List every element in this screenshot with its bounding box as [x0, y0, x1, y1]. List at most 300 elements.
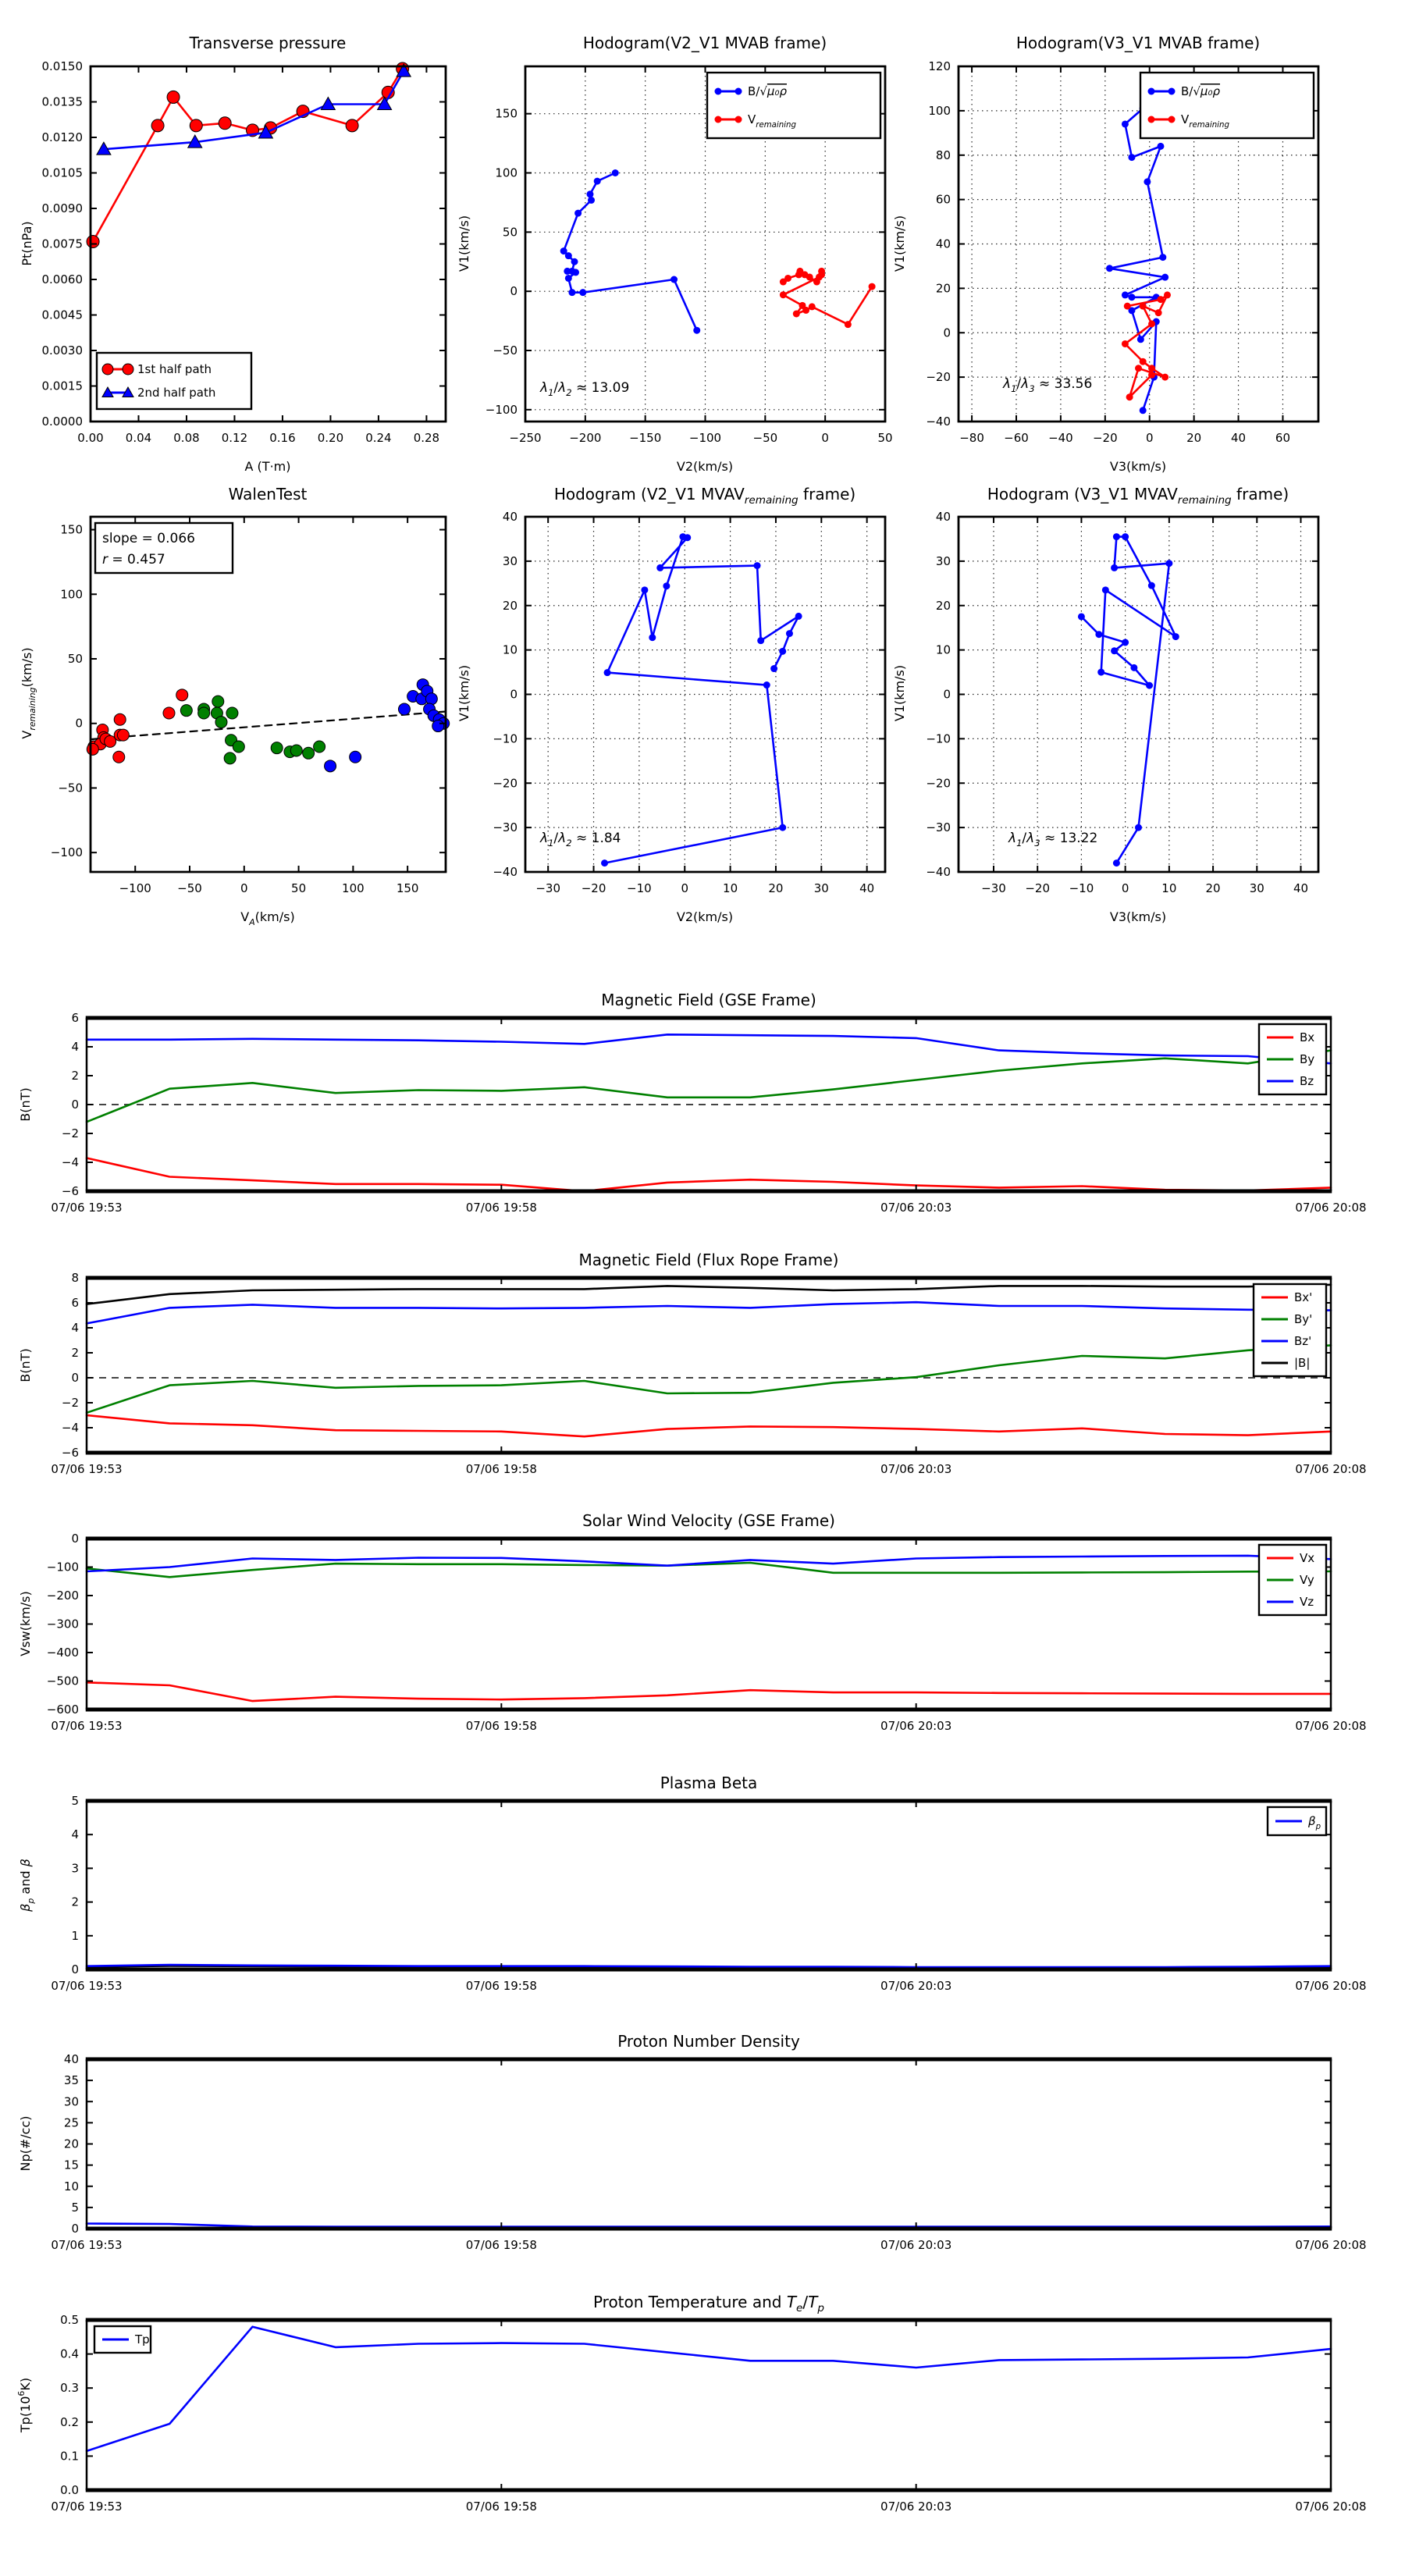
- y-tick-label: 60: [935, 192, 951, 207]
- data-point: [670, 276, 678, 283]
- x-tick-label: 07/06 19:53: [51, 1201, 123, 1215]
- legend-label: Bx': [1294, 1290, 1313, 1304]
- axis-ticks: [51, 2313, 1366, 2514]
- data-point: [1148, 116, 1155, 123]
- data-point: [1161, 274, 1168, 281]
- panel-solar-wind-velocity: [18, 1511, 1367, 1733]
- x-tick-label: 07/06 20:08: [1295, 2238, 1367, 2252]
- data-point: [1146, 682, 1153, 689]
- y-tick-label: 0.0000: [41, 415, 83, 429]
- x-tick-label: 0: [821, 431, 829, 445]
- legend-label: $V_{remaining}$: [748, 112, 796, 130]
- x-axis-label: V3(km/s): [1109, 459, 1167, 474]
- y-axis-label: $Tp(10^6K)$: [16, 2377, 33, 2433]
- y-tick-label: −600: [46, 1703, 79, 1717]
- x-tick-label: 40: [859, 881, 875, 895]
- x-tick-label: −20: [1092, 431, 1118, 445]
- y-tick-label: 0: [71, 1532, 79, 1546]
- y-tick-label: 6: [71, 1296, 79, 1310]
- data-point: [735, 88, 742, 95]
- data-point: [579, 289, 586, 296]
- data-point: [350, 751, 361, 763]
- y-tick-label: 50: [67, 652, 83, 666]
- panel-title: Proton Temperature and $T_e/T_p$: [592, 2293, 825, 2314]
- y-axis-label: V1(km/s): [457, 215, 471, 272]
- data-point: [656, 564, 663, 571]
- data-point: [180, 705, 192, 717]
- y-tick-label: 10: [502, 642, 518, 657]
- y-tick-label: 0.0015: [41, 379, 83, 393]
- axes-spines: [86, 1801, 1332, 1969]
- y-tick-label: 0: [943, 326, 951, 340]
- x-tick-label: 07/06 19:53: [51, 2500, 123, 2514]
- x-axis-label: V2(km/s): [676, 909, 734, 924]
- data-point: [1161, 374, 1168, 381]
- data-point: [568, 289, 575, 296]
- data-point: [151, 119, 164, 132]
- x-tick-label: 07/06 19:53: [51, 2238, 123, 2252]
- y-tick-label: −200: [46, 1589, 79, 1603]
- data-point: [795, 271, 802, 278]
- y-tick-label: 30: [935, 553, 951, 568]
- data-point: [1165, 560, 1172, 567]
- data-point: [432, 720, 444, 732]
- y-axis-label: B(nT): [18, 1087, 33, 1122]
- x-tick-label: 0.08: [173, 431, 200, 445]
- y-tick-label: 4: [71, 1321, 79, 1335]
- x-tick-label: 07/06 19:58: [465, 2238, 537, 2252]
- x-tick-label: 07/06 20:08: [1295, 1201, 1367, 1215]
- y-tick-label: 3: [71, 1861, 79, 1876]
- data-point: [715, 116, 722, 123]
- data-point: [779, 648, 786, 655]
- x-tick-label: 07/06 20:03: [880, 1719, 952, 1733]
- x-tick-label: 0: [240, 881, 248, 895]
- y-tick-label: 0.2: [60, 2414, 79, 2429]
- series-By: [87, 1051, 1331, 1123]
- data-point: [87, 235, 99, 247]
- data-point: [113, 751, 125, 763]
- panel-title: Hodogram(V2_V1 MVAB frame): [582, 34, 827, 52]
- data-point: [1111, 564, 1118, 571]
- x-tick-label: −10: [627, 881, 652, 895]
- data-point: [1157, 296, 1164, 303]
- legend: [1140, 73, 1314, 138]
- panel-title: Magnetic Field (Flux Rope Frame): [578, 1251, 839, 1269]
- y-axis-label: V1(km/s): [892, 664, 907, 722]
- x-tick-label: −40: [1048, 431, 1073, 445]
- legend-label: Bz': [1294, 1334, 1312, 1348]
- y-tick-label: −40: [493, 865, 518, 879]
- y-tick-label: −4: [61, 1421, 79, 1435]
- x-tick-label: 50: [877, 431, 893, 445]
- data-point: [1095, 631, 1102, 638]
- data-point: [795, 613, 802, 620]
- y-tick-label: −400: [46, 1646, 79, 1660]
- x-tick-label: 07/06 20:03: [880, 2238, 952, 2252]
- data-point: [1106, 265, 1113, 272]
- y-tick-label: 100: [495, 165, 518, 180]
- panel-hodogram-v2v1-mvav: [457, 485, 886, 924]
- x-axis-label: A (T·m): [244, 459, 291, 474]
- data-point: [1126, 393, 1133, 400]
- data-point: [215, 717, 227, 728]
- x-tick-label: 07/06 20:08: [1295, 1719, 1367, 1733]
- data-point: [425, 693, 437, 705]
- data-point: [198, 707, 210, 719]
- data-point: [224, 753, 236, 764]
- axes-spines: [86, 2320, 1332, 2490]
- data-point: [398, 703, 410, 715]
- data-point: [869, 283, 876, 290]
- x-tick-label: 0.16: [269, 431, 296, 445]
- legend-label: Vx: [1300, 1551, 1315, 1565]
- data-point: [779, 824, 786, 831]
- y-axis-label: Vsw(km/s): [18, 1591, 33, 1656]
- y-tick-label: 50: [502, 225, 518, 240]
- x-tick-label: −80: [959, 431, 984, 445]
- y-tick-label: 80: [935, 148, 951, 162]
- legend-label: Bz: [1300, 1074, 1314, 1088]
- series-Vy: [87, 1563, 1331, 1577]
- legend-label: Vy: [1300, 1573, 1314, 1587]
- data-point: [1168, 88, 1176, 95]
- y-tick-label: 0.0135: [41, 94, 83, 109]
- y-tick-label: −2: [61, 1126, 79, 1140]
- panel-hodogram-v2v1-mvab: [457, 34, 893, 474]
- series-Np: [87, 2224, 1331, 2227]
- data-point: [325, 760, 336, 772]
- y-tick-label: 2: [71, 1346, 79, 1360]
- legend: [1259, 1545, 1326, 1615]
- axis-ticks: [51, 1271, 1366, 1476]
- axis-ticks: [51, 2052, 1366, 2252]
- data-point: [757, 637, 764, 644]
- y-tick-label: −50: [493, 343, 518, 358]
- y-tick-label: 150: [495, 106, 518, 121]
- x-tick-label: 30: [813, 881, 829, 895]
- y-tick-label: 0.0045: [41, 308, 83, 322]
- x-tick-label: 07/06 20:03: [880, 2500, 952, 2514]
- data-point: [1140, 303, 1147, 310]
- data-point: [1113, 859, 1120, 866]
- data-point: [1148, 88, 1155, 95]
- data-point: [1168, 116, 1176, 123]
- y-tick-label: −10: [493, 731, 518, 746]
- stats-box: [95, 523, 233, 573]
- gridlines: [959, 517, 1318, 872]
- panel-title: WalenTest: [228, 485, 308, 503]
- y-tick-label: 0.0060: [41, 272, 83, 286]
- legend-label: Vz: [1300, 1595, 1314, 1609]
- panel-hodogram-v3v1-mvab: [892, 34, 1319, 474]
- series-scatter 1st: [87, 689, 187, 763]
- legend: [97, 353, 251, 409]
- series-B/sqrt(mu0 rho): [560, 169, 701, 334]
- data-point: [693, 327, 700, 334]
- x-tick-label: 07/06 19:58: [465, 1462, 537, 1476]
- y-tick-label: −100: [485, 402, 518, 417]
- y-axis-label: $\beta_p$ and β: [18, 1859, 36, 1912]
- data-point: [1111, 647, 1118, 654]
- axes-spines: [958, 517, 1320, 872]
- x-tick-label: 150: [396, 881, 419, 895]
- data-point: [1155, 309, 1162, 316]
- y-tick-label: −100: [50, 845, 83, 860]
- data-point: [1135, 365, 1142, 372]
- y-tick-label: 0: [71, 2222, 79, 2236]
- y-tick-label: 20: [63, 2137, 79, 2151]
- x-tick-label: 0.04: [125, 431, 152, 445]
- data-point: [809, 303, 816, 310]
- data-point: [1172, 633, 1179, 640]
- y-tick-label: −6: [61, 1446, 79, 1460]
- lambda-annotation: $\lambda_1/\lambda_2 \approx 13.09$: [540, 380, 630, 398]
- data-point: [167, 91, 180, 103]
- axes-spines: [86, 2059, 1332, 2229]
- series-Vx: [87, 1682, 1331, 1701]
- x-tick-label: 40: [1231, 431, 1247, 445]
- legend-label: B/√μ₀ρ: [748, 84, 787, 98]
- x-tick-label: 07/06 19:58: [465, 1719, 537, 1733]
- x-tick-label: 20: [768, 881, 784, 895]
- data-point: [641, 586, 648, 593]
- y-tick-label: 20: [935, 281, 951, 296]
- panel-transverse-pressure: [20, 34, 446, 474]
- panel-plasma-beta: [18, 1774, 1367, 1993]
- y-tick-label: −20: [926, 370, 951, 385]
- legend: [707, 73, 880, 138]
- y-tick-label: 0: [510, 687, 518, 702]
- x-tick-label: −250: [509, 431, 542, 445]
- x-tick-label: 40: [1293, 881, 1309, 895]
- axis-ticks: [47, 1532, 1367, 1733]
- data-point: [1140, 407, 1147, 414]
- legend: [94, 2326, 151, 2353]
- y-tick-label: −30: [926, 820, 951, 835]
- y-tick-label: 150: [60, 522, 83, 537]
- y-tick-label: −500: [46, 1674, 79, 1688]
- x-tick-label: −50: [177, 881, 202, 895]
- x-tick-label: −20: [1025, 881, 1051, 895]
- axis-ticks: [51, 1011, 1366, 1215]
- y-tick-label: 0.4: [60, 2347, 79, 2361]
- axes-spines: [525, 517, 887, 872]
- legend-label: Tp: [135, 2332, 150, 2347]
- data-point: [735, 116, 742, 123]
- y-tick-label: 0.0030: [41, 343, 83, 358]
- y-tick-label: 100: [60, 587, 83, 602]
- data-point: [565, 275, 572, 282]
- y-axis-label: B(nT): [18, 1348, 33, 1382]
- data-point: [1137, 336, 1144, 343]
- legend-label: By: [1300, 1052, 1315, 1066]
- data-point: [799, 302, 806, 309]
- x-tick-label: 100: [342, 881, 365, 895]
- stats-line: slope = 0.066: [102, 531, 195, 546]
- panel-proton-number-density: [18, 2032, 1367, 2252]
- x-tick-label: 0.28: [413, 431, 440, 445]
- y-tick-label: 0: [943, 687, 951, 702]
- data-point: [571, 258, 578, 265]
- y-axis-label: $V_{remaining}(km/s)$: [20, 647, 37, 739]
- y-tick-label: 4: [71, 1040, 79, 1054]
- y-tick-label: 25: [63, 2115, 79, 2130]
- panel-walen-test: [20, 485, 450, 927]
- y-tick-label: 40: [935, 237, 951, 251]
- y-tick-label: 0.0090: [41, 201, 83, 215]
- x-tick-label: 07/06 19:58: [465, 1201, 537, 1215]
- data-point: [303, 747, 315, 759]
- panel-mag-gse: [18, 991, 1367, 1215]
- y-axis-label: Pt(nPa): [20, 221, 34, 266]
- y-tick-label: −300: [46, 1617, 79, 1631]
- y-tick-label: 0: [71, 1962, 79, 1976]
- data-point: [233, 741, 244, 753]
- x-tick-label: −30: [535, 881, 561, 895]
- data-point: [1128, 294, 1135, 301]
- lambda-annotation: $\lambda_1/\lambda_3 \approx 33.56$: [1003, 376, 1093, 394]
- data-point: [568, 268, 575, 275]
- y-tick-label: 0: [71, 1098, 79, 1112]
- series-Bx': [87, 1415, 1331, 1436]
- y-tick-label: 2: [71, 1069, 79, 1083]
- data-point: [612, 169, 619, 176]
- panel-title: Hodogram (V2_V1 $MVAV_{remaining}$ frame): [553, 485, 856, 507]
- data-point: [1122, 639, 1129, 646]
- y-tick-label: 40: [63, 2052, 79, 2066]
- x-tick-label: 10: [723, 881, 738, 895]
- data-point: [87, 743, 98, 755]
- data-point: [102, 364, 113, 375]
- data-point: [1148, 365, 1155, 372]
- series-V remaining: [780, 268, 876, 328]
- legend-label: $V_{remaining}$: [1181, 112, 1229, 130]
- x-tick-label: 07/06 19:53: [51, 1719, 123, 1733]
- y-tick-label: 0: [75, 716, 83, 731]
- data-point: [1122, 340, 1129, 347]
- y-tick-label: −4: [61, 1155, 79, 1169]
- data-point: [226, 707, 238, 719]
- y-tick-label: 0.0105: [41, 165, 83, 180]
- y-axis-label: V1(km/s): [892, 215, 907, 272]
- x-tick-label: 07/06 20:08: [1295, 2500, 1367, 2514]
- panel-title: Plasma Beta: [660, 1774, 758, 1792]
- data-point: [190, 119, 202, 132]
- y-tick-label: 0.3: [60, 2381, 79, 2396]
- x-axis-label: V2(km/s): [676, 459, 734, 474]
- y-tick-label: 0.0150: [41, 59, 83, 73]
- axes-spines: [86, 1018, 1332, 1191]
- panel-title: Proton Number Density: [617, 2032, 800, 2051]
- x-tick-label: 07/06 20:08: [1295, 1979, 1367, 1993]
- series-2nd half path: [97, 64, 411, 155]
- y-tick-label: 4: [71, 1827, 79, 1842]
- y-tick-label: 20: [502, 598, 518, 613]
- data-point: [314, 741, 325, 753]
- y-tick-label: 10: [935, 642, 951, 657]
- data-point: [1097, 669, 1104, 676]
- x-tick-label: 60: [1275, 431, 1291, 445]
- series-1st half path: [87, 62, 409, 247]
- data-point: [163, 707, 175, 719]
- data-point: [123, 364, 133, 375]
- panel-mag-flux-rope: [18, 1251, 1367, 1476]
- y-tick-label: 20: [935, 598, 951, 613]
- x-tick-label: 07/06 19:53: [51, 1462, 123, 1476]
- data-point: [684, 534, 691, 541]
- data-point: [346, 119, 358, 132]
- legend-label: Bx: [1300, 1030, 1315, 1044]
- data-point: [219, 117, 231, 130]
- y-tick-label: 0: [71, 1371, 79, 1385]
- legend-label: By': [1294, 1312, 1313, 1326]
- x-tick-label: −30: [981, 881, 1006, 895]
- data-point: [786, 630, 793, 637]
- x-tick-label: 07/06 19:58: [465, 1979, 537, 1993]
- data-point: [604, 669, 611, 676]
- series-V remaining: [1122, 291, 1171, 400]
- x-tick-label: 07/06 20:03: [880, 1201, 952, 1215]
- series-Bx: [87, 1158, 1331, 1192]
- x-tick-label: 07/06 20:08: [1295, 1462, 1367, 1476]
- axis-ticks: [51, 1794, 1366, 1993]
- y-tick-label: 0.0120: [41, 130, 83, 144]
- legend: [1268, 1807, 1326, 1835]
- x-tick-label: 30: [1249, 881, 1264, 895]
- data-point: [212, 696, 224, 707]
- x-tick-label: −100: [119, 881, 151, 895]
- x-tick-label: 20: [1205, 881, 1221, 895]
- series-V remaining path: [601, 533, 802, 866]
- x-tick-label: 0: [1121, 881, 1129, 895]
- y-tick-label: 15: [63, 2158, 79, 2172]
- data-point: [1122, 120, 1129, 127]
- data-point: [1135, 824, 1142, 831]
- series-By': [87, 1345, 1331, 1412]
- data-point: [1157, 143, 1164, 150]
- lambda-annotation: $\lambda_1/\lambda_3 \approx 13.22$: [1008, 831, 1098, 849]
- gridlines: [525, 517, 885, 872]
- data-point: [793, 310, 800, 317]
- x-tick-label: 0.20: [317, 431, 344, 445]
- data-point: [763, 681, 770, 688]
- x-tick-label: −150: [629, 431, 662, 445]
- data-point: [176, 689, 188, 701]
- y-tick-label: 30: [502, 553, 518, 568]
- legend-label: $\beta_p$: [1308, 1814, 1321, 1831]
- data-point: [271, 742, 283, 754]
- panel-title: Magnetic Field (GSE Frame): [601, 991, 816, 1009]
- x-axis-label: $V_A(km/s)$: [240, 909, 295, 927]
- y-tick-label: 0: [510, 284, 518, 299]
- x-tick-label: 0.12: [221, 431, 248, 445]
- y-tick-label: 40: [502, 510, 518, 524]
- data-point: [117, 729, 129, 741]
- y-tick-label: 120: [928, 59, 951, 73]
- series-Tp: [87, 2327, 1331, 2451]
- data-point: [586, 190, 593, 197]
- y-axis-label: Np(#/cc): [18, 2115, 33, 2172]
- legend-label: B/√μ₀ρ: [1181, 84, 1220, 98]
- legend-label: |B|: [1294, 1356, 1311, 1370]
- x-tick-label: 0: [1145, 431, 1154, 445]
- y-tick-label: 0.0075: [41, 237, 83, 251]
- data-point: [1164, 291, 1171, 298]
- data-point: [1144, 178, 1151, 185]
- data-point: [770, 665, 777, 672]
- panel-title: Hodogram (V3_V1 $MVAV_{remaining}$ frame): [987, 485, 1289, 507]
